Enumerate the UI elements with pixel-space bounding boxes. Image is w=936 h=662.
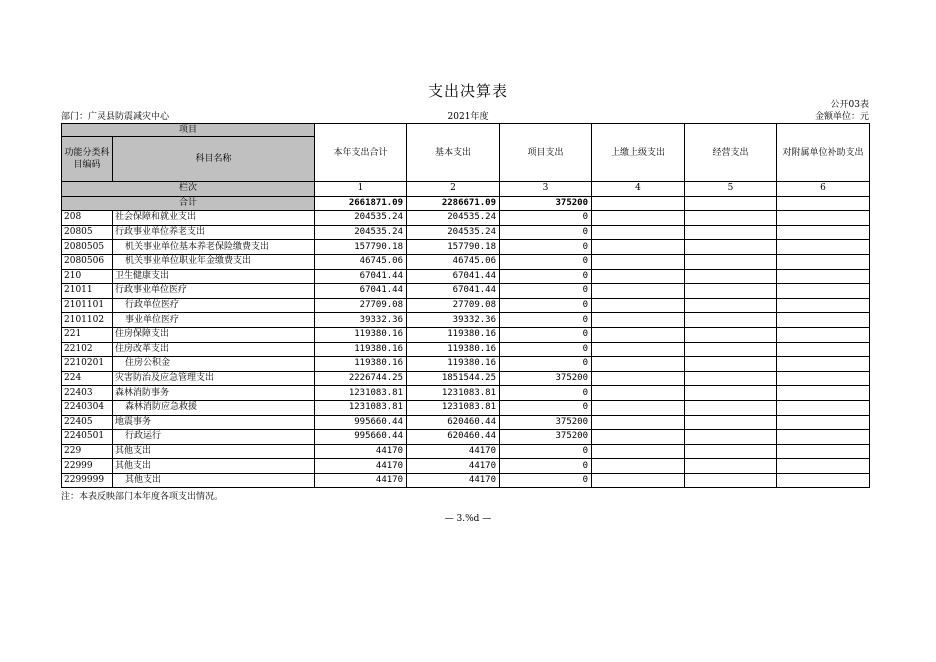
total-upper xyxy=(592,196,685,211)
row-business xyxy=(685,430,777,445)
column-number: 1 xyxy=(315,182,407,197)
header-upper: 上缴上级支出 xyxy=(592,124,685,182)
form-number: 公开03表 xyxy=(830,100,869,110)
table-row xyxy=(62,371,870,386)
row-name: 灾害防治及应急管理支出 xyxy=(113,371,315,386)
table-row xyxy=(62,400,870,415)
column-number: 4 xyxy=(592,182,685,197)
row-name: 机关事业单位职业年金缴费支出 xyxy=(113,254,315,269)
header-code: 功能分类科目编码 xyxy=(62,137,113,182)
row-total: 204535.24 xyxy=(315,225,407,240)
row-business xyxy=(685,386,777,401)
row-total: 1231083.81 xyxy=(315,400,407,415)
row-upper xyxy=(592,415,685,430)
row-name: 住房改革支出 xyxy=(113,342,315,357)
row-project: 0 xyxy=(500,386,592,401)
department-label: 部门：广灵县防震减灾中心 xyxy=(61,112,170,122)
row-total: 67041.44 xyxy=(315,284,407,299)
row-name: 森林消防应急救援 xyxy=(113,400,315,415)
row-upper xyxy=(592,342,685,357)
table-row xyxy=(62,225,870,240)
row-upper xyxy=(592,254,685,269)
row-subsidy xyxy=(777,459,870,474)
row-name: 行政事业单位养老支出 xyxy=(113,225,315,240)
row-basic: 67041.44 xyxy=(407,284,500,299)
row-business xyxy=(685,342,777,357)
row-project: 0 xyxy=(500,284,592,299)
row-name: 住房保障支出 xyxy=(113,327,315,342)
row-basic: 119380.16 xyxy=(407,327,500,342)
row-subsidy xyxy=(777,371,870,386)
row-basic: 119380.16 xyxy=(407,342,500,357)
amount-unit: 金额单位：元 xyxy=(814,112,869,122)
table-row xyxy=(62,444,870,459)
row-subsidy xyxy=(777,284,870,299)
row-total: 1231083.81 xyxy=(315,386,407,401)
row-code: 221 xyxy=(62,327,113,342)
row-upper xyxy=(592,357,685,372)
table-row xyxy=(62,313,870,328)
row-upper xyxy=(592,327,685,342)
row-subsidy xyxy=(777,240,870,255)
row-code: 2080506 xyxy=(62,254,113,269)
row-name: 机关事业单位基本养老保险缴费支出 xyxy=(113,240,315,255)
row-basic: 1231083.81 xyxy=(407,386,500,401)
row-project: 0 xyxy=(500,225,592,240)
row-project: 375200 xyxy=(500,371,592,386)
total-label: 合计 xyxy=(62,196,315,211)
row-business xyxy=(685,254,777,269)
table-row xyxy=(62,342,870,357)
row-name: 行政运行 xyxy=(113,430,315,445)
header-name: 科目名称 xyxy=(113,137,315,182)
table-row xyxy=(62,298,870,313)
table-row xyxy=(62,386,870,401)
row-business xyxy=(685,459,777,474)
row-subsidy xyxy=(777,444,870,459)
row-code: 210 xyxy=(62,269,113,284)
row-name: 其他支出 xyxy=(113,444,315,459)
row-total: 204535.24 xyxy=(315,211,407,226)
row-total: 67041.44 xyxy=(315,269,407,284)
row-project: 0 xyxy=(500,298,592,313)
row-name: 其他支出 xyxy=(113,473,315,488)
row-subsidy xyxy=(777,211,870,226)
row-name: 地震事务 xyxy=(113,415,315,430)
row-basic: 620460.44 xyxy=(407,430,500,445)
row-upper xyxy=(592,459,685,474)
row-project: 0 xyxy=(500,459,592,474)
row-total: 995660.44 xyxy=(315,430,407,445)
row-upper xyxy=(592,473,685,488)
row-name: 事业单位医疗 xyxy=(113,313,315,328)
row-business xyxy=(685,400,777,415)
row-basic: 204535.24 xyxy=(407,225,500,240)
row-name: 行政事业单位医疗 xyxy=(113,284,315,299)
table-row xyxy=(62,240,870,255)
total-basic: 2286671.09 xyxy=(407,196,500,211)
row-code: 229 xyxy=(62,444,113,459)
row-business xyxy=(685,225,777,240)
row-code: 22405 xyxy=(62,415,113,430)
fiscal-year: 2021年度 xyxy=(447,112,489,122)
header-project: 项目支出 xyxy=(500,124,592,182)
row-business xyxy=(685,269,777,284)
column-number: 5 xyxy=(685,182,777,197)
row-project: 375200 xyxy=(500,430,592,445)
row-name: 社会保障和就业支出 xyxy=(113,211,315,226)
header-item: 项目 xyxy=(62,124,315,137)
row-basic: 204535.24 xyxy=(407,211,500,226)
row-subsidy xyxy=(777,342,870,357)
row-business xyxy=(685,298,777,313)
row-basic: 620460.44 xyxy=(407,415,500,430)
row-business xyxy=(685,240,777,255)
row-project: 0 xyxy=(500,211,592,226)
row-upper xyxy=(592,400,685,415)
row-total: 44170 xyxy=(315,459,407,474)
table-row xyxy=(62,459,870,474)
row-code: 2210201 xyxy=(62,357,113,372)
row-basic: 44170 xyxy=(407,473,500,488)
expenditure-table xyxy=(61,123,870,488)
row-project: 0 xyxy=(500,269,592,284)
row-basic: 44170 xyxy=(407,459,500,474)
row-upper xyxy=(592,225,685,240)
row-total: 44170 xyxy=(315,473,407,488)
row-total: 995660.44 xyxy=(315,415,407,430)
row-project: 0 xyxy=(500,313,592,328)
row-subsidy xyxy=(777,225,870,240)
header-total: 本年支出合计 xyxy=(315,124,407,182)
row-project: 0 xyxy=(500,240,592,255)
header-subsidy: 对附属单位补助支出 xyxy=(777,124,870,182)
row-subsidy xyxy=(777,415,870,430)
column-index-label: 栏次 xyxy=(62,182,315,197)
row-total: 119380.16 xyxy=(315,357,407,372)
row-business xyxy=(685,473,777,488)
table-row xyxy=(62,284,870,299)
row-subsidy xyxy=(777,430,870,445)
row-upper xyxy=(592,284,685,299)
row-subsidy xyxy=(777,400,870,415)
row-subsidy xyxy=(777,298,870,313)
row-business xyxy=(685,357,777,372)
column-number: 6 xyxy=(777,182,870,197)
row-project: 0 xyxy=(500,357,592,372)
row-subsidy xyxy=(777,473,870,488)
row-basic: 157790.18 xyxy=(407,240,500,255)
total-subsidy xyxy=(777,196,870,211)
row-code: 21011 xyxy=(62,284,113,299)
row-upper xyxy=(592,444,685,459)
table-row xyxy=(62,415,870,430)
total-business xyxy=(685,196,777,211)
row-upper xyxy=(592,313,685,328)
header-basic: 基本支出 xyxy=(407,124,500,182)
row-basic: 44170 xyxy=(407,444,500,459)
row-name: 行政单位医疗 xyxy=(113,298,315,313)
row-project: 0 xyxy=(500,342,592,357)
row-total: 2226744.25 xyxy=(315,371,407,386)
row-basic: 1851544.25 xyxy=(407,371,500,386)
row-total: 46745.06 xyxy=(315,254,407,269)
row-project: 0 xyxy=(500,327,592,342)
row-name: 卫生健康支出 xyxy=(113,269,315,284)
column-number: 2 xyxy=(407,182,500,197)
row-basic: 67041.44 xyxy=(407,269,500,284)
row-basic: 27709.08 xyxy=(407,298,500,313)
row-code: 2299999 xyxy=(62,473,113,488)
row-code: 2240304 xyxy=(62,400,113,415)
page-number: — 3.%d — xyxy=(444,514,492,524)
row-project: 0 xyxy=(500,444,592,459)
table-row xyxy=(62,254,870,269)
column-number: 3 xyxy=(500,182,592,197)
row-code: 208 xyxy=(62,211,113,226)
row-total: 44170 xyxy=(315,444,407,459)
table-row xyxy=(62,269,870,284)
row-code: 20805 xyxy=(62,225,113,240)
total-row xyxy=(62,196,870,211)
row-business xyxy=(685,415,777,430)
header-business: 经营支出 xyxy=(685,124,777,182)
row-upper xyxy=(592,298,685,313)
row-subsidy xyxy=(777,357,870,372)
row-business xyxy=(685,444,777,459)
row-code: 2101101 xyxy=(62,298,113,313)
row-business xyxy=(685,211,777,226)
total-project: 375200 xyxy=(500,196,592,211)
row-total: 119380.16 xyxy=(315,327,407,342)
row-basic: 46745.06 xyxy=(407,254,500,269)
row-code: 22102 xyxy=(62,342,113,357)
table-row xyxy=(62,357,870,372)
row-business xyxy=(685,327,777,342)
row-name: 住房公积金 xyxy=(113,357,315,372)
row-project: 0 xyxy=(500,254,592,269)
row-subsidy xyxy=(777,269,870,284)
row-subsidy xyxy=(777,327,870,342)
page-title: 支出决算表 xyxy=(427,82,508,100)
row-basic: 119380.16 xyxy=(407,357,500,372)
row-subsidy xyxy=(777,386,870,401)
table-row xyxy=(62,430,870,445)
row-code: 2240501 xyxy=(62,430,113,445)
row-upper xyxy=(592,430,685,445)
row-subsidy xyxy=(777,254,870,269)
row-total: 157790.18 xyxy=(315,240,407,255)
footnote: 注：本表反映部门本年度各项支出情况。 xyxy=(61,492,224,502)
row-code: 22999 xyxy=(62,459,113,474)
row-name: 森林消防事务 xyxy=(113,386,315,401)
row-subsidy xyxy=(777,313,870,328)
row-project: 375200 xyxy=(500,415,592,430)
row-total: 119380.16 xyxy=(315,342,407,357)
table-row xyxy=(62,327,870,342)
table-row xyxy=(62,211,870,226)
row-upper xyxy=(592,371,685,386)
row-upper xyxy=(592,211,685,226)
table-row xyxy=(62,473,870,488)
row-project: 0 xyxy=(500,400,592,415)
row-business xyxy=(685,371,777,386)
row-total: 39332.36 xyxy=(315,313,407,328)
row-project: 0 xyxy=(500,473,592,488)
total-amount: 2661871.09 xyxy=(315,196,407,211)
row-business xyxy=(685,284,777,299)
row-code: 224 xyxy=(62,371,113,386)
row-upper xyxy=(592,269,685,284)
row-code: 2101102 xyxy=(62,313,113,328)
row-total: 27709.08 xyxy=(315,298,407,313)
row-name: 其他支出 xyxy=(113,459,315,474)
row-code: 2080505 xyxy=(62,240,113,255)
row-code: 22403 xyxy=(62,386,113,401)
row-business xyxy=(685,313,777,328)
row-upper xyxy=(592,386,685,401)
row-basic: 1231083.81 xyxy=(407,400,500,415)
row-basic: 39332.36 xyxy=(407,313,500,328)
row-upper xyxy=(592,240,685,255)
